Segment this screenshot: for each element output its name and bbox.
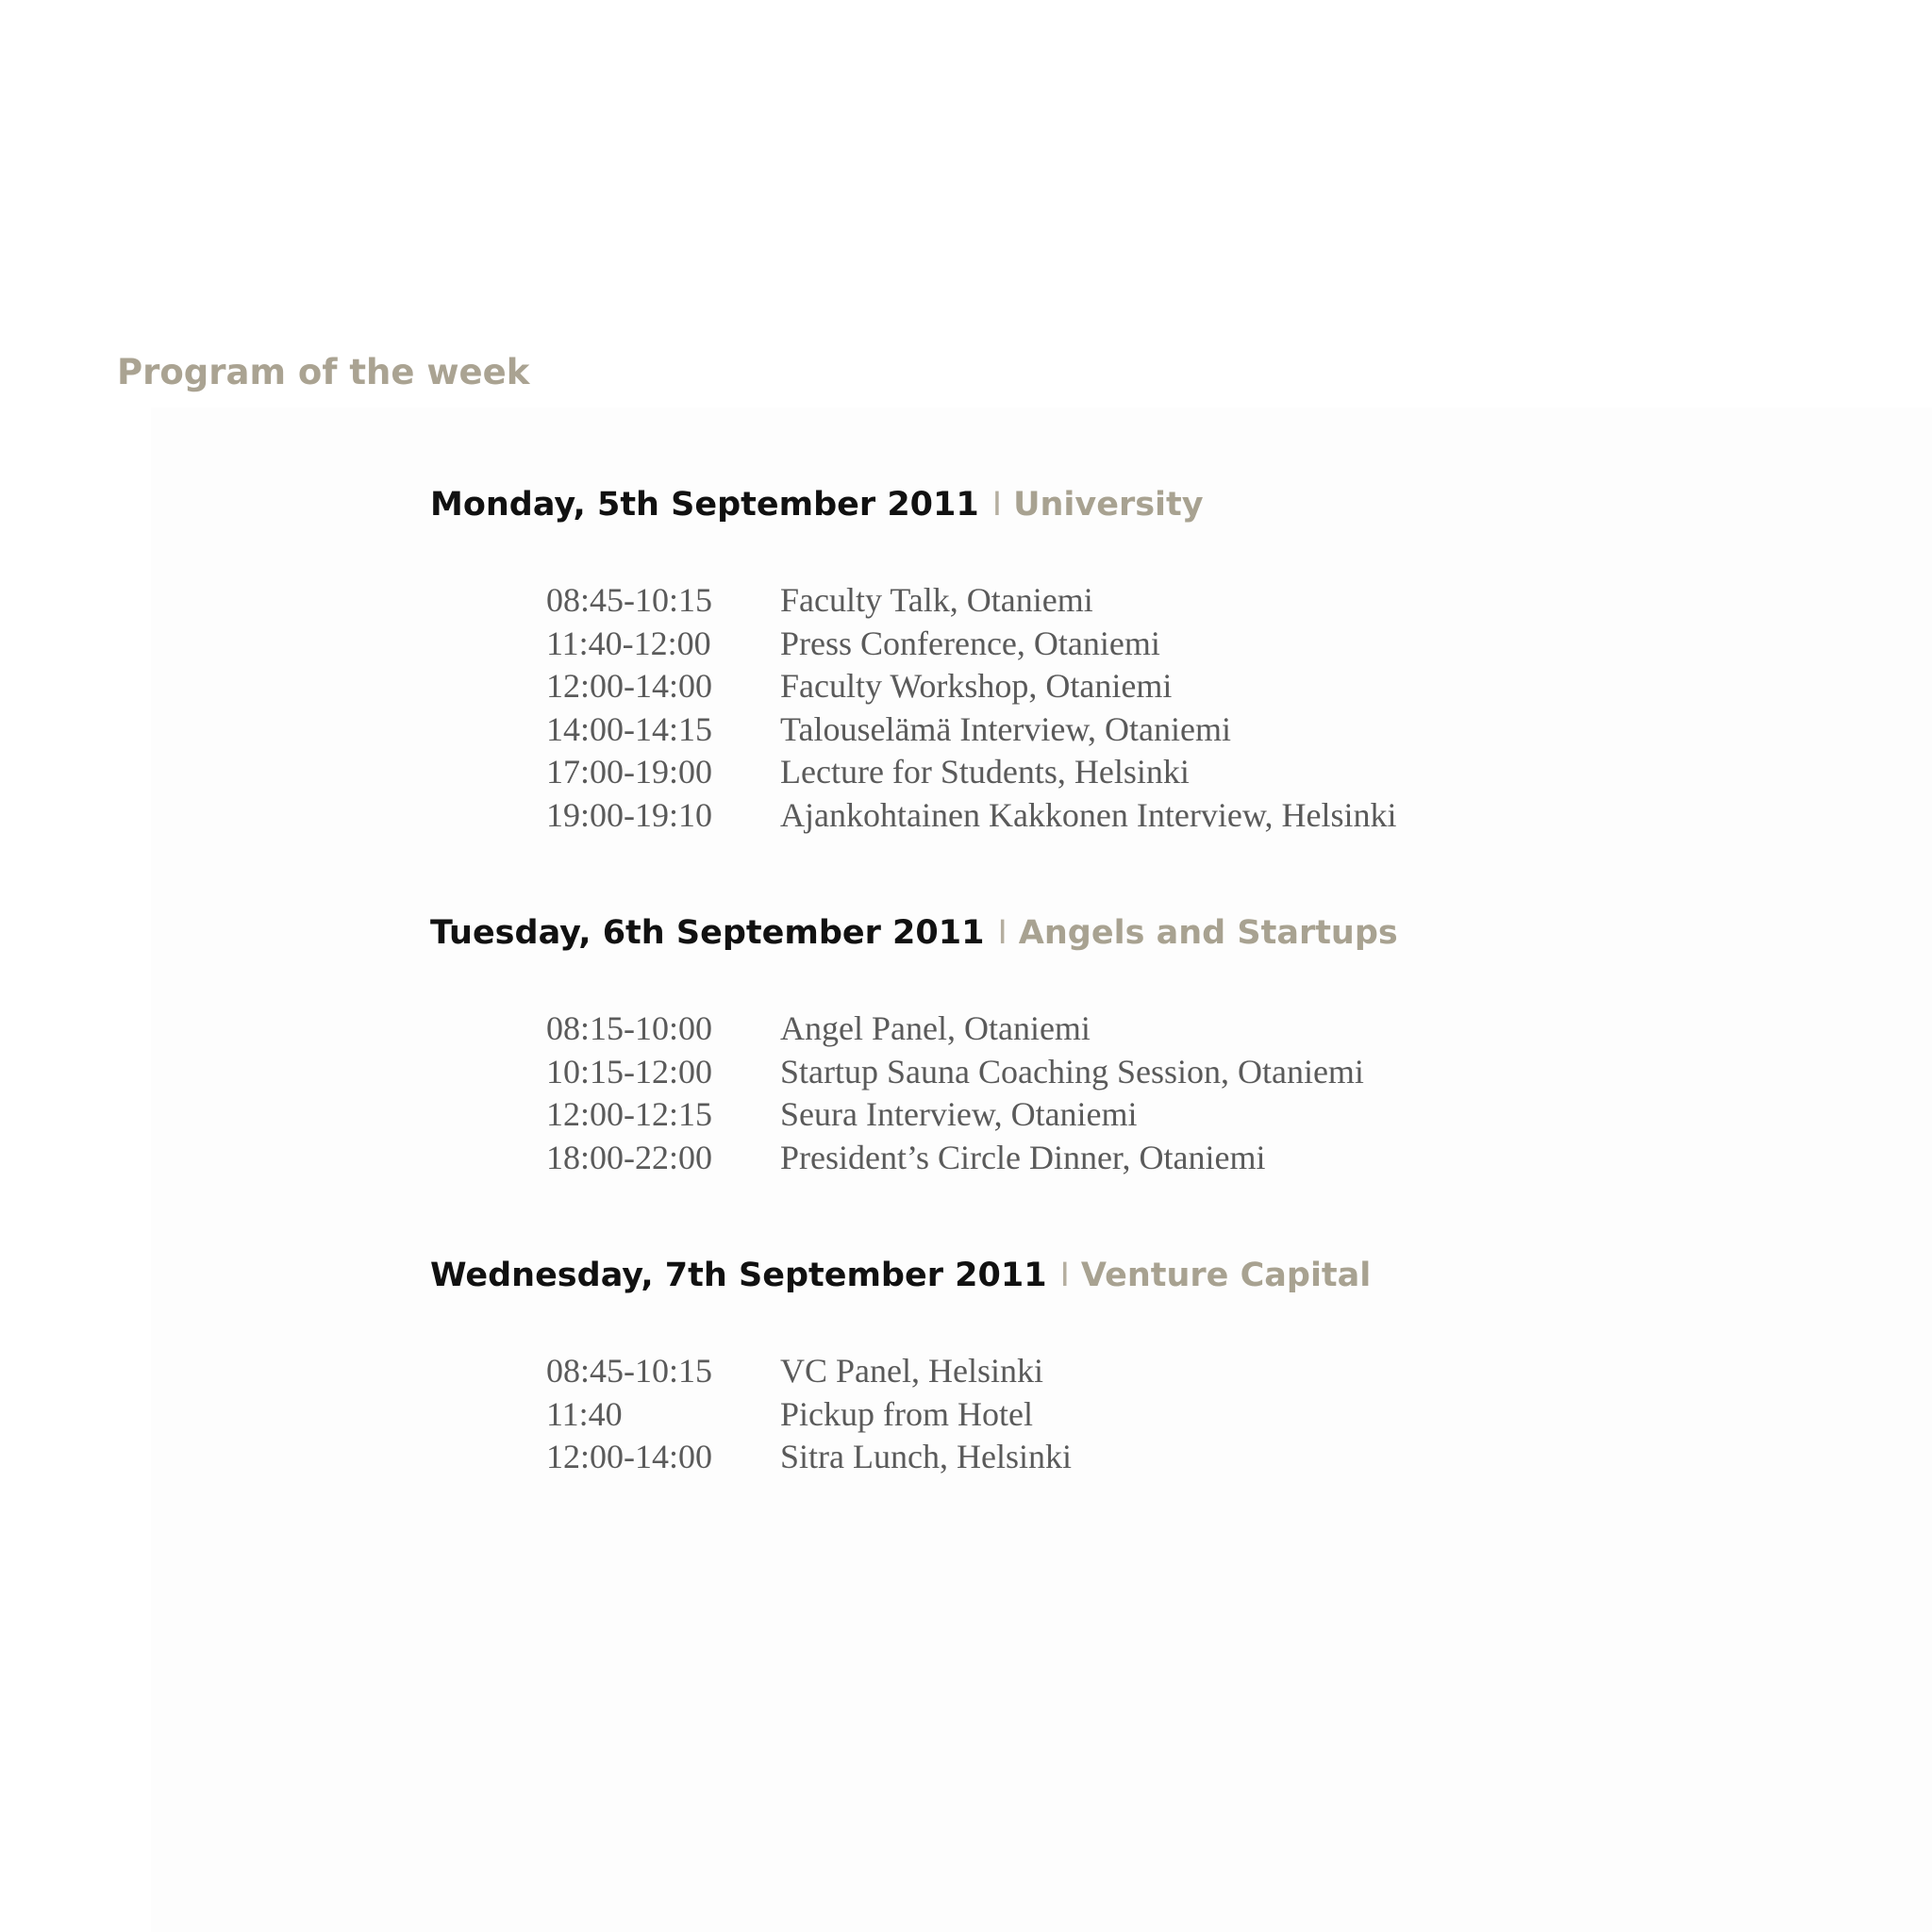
event-time: 11:40-12:00 bbox=[546, 624, 711, 662]
event-description: VC Panel, Helsinki bbox=[780, 1352, 1043, 1390]
heading-separator: I bbox=[1059, 1257, 1070, 1294]
event-time: 10:15-12:00 bbox=[546, 1052, 712, 1091]
day-section-monday bbox=[430, 481, 1845, 834]
day-theme: University bbox=[1013, 486, 1204, 524]
day-section-tuesday bbox=[430, 909, 1845, 1176]
event-description: Faculty Workshop, Otaniemi bbox=[780, 667, 1173, 705]
day-heading bbox=[430, 481, 1845, 528]
event-description: Startup Sauna Coaching Session, Otaniemi bbox=[780, 1052, 1364, 1091]
heading-separator: I bbox=[997, 914, 1008, 952]
event-time: 08:15-10:00 bbox=[546, 1009, 712, 1047]
event-time: 08:45-10:15 bbox=[546, 1352, 712, 1390]
event-description: Faculty Talk, Otaniemi bbox=[780, 581, 1093, 619]
day-date: Wednesday, 7th September 2011 bbox=[430, 1257, 1047, 1294]
day-section-wednesday bbox=[430, 1252, 1845, 1475]
event-description: Lecture for Students, Helsinki bbox=[780, 753, 1190, 791]
day-theme: Venture Capital bbox=[1080, 1257, 1372, 1294]
event-time: 17:00-19:00 bbox=[546, 753, 712, 791]
day-heading bbox=[430, 909, 1845, 957]
day-heading bbox=[430, 1252, 1845, 1299]
event-time: 12:00-14:00 bbox=[546, 1438, 712, 1475]
day-date: Monday, 5th September 2011 bbox=[430, 486, 979, 524]
event-description: Press Conference, Otaniemi bbox=[780, 624, 1160, 662]
event-description: Seura Interview, Otaniemi bbox=[780, 1095, 1138, 1133]
day-date: Tuesday, 6th September 2011 bbox=[430, 914, 985, 952]
heading-separator: I bbox=[991, 486, 1003, 524]
event-time: 12:00-14:00 bbox=[546, 667, 712, 705]
event-time: 19:00-19:10 bbox=[546, 795, 712, 834]
page-title: Program of the week bbox=[117, 352, 530, 392]
event-description: Angel Panel, Otaniemi bbox=[780, 1009, 1091, 1047]
event-time: 08:45-10:15 bbox=[546, 581, 712, 619]
event-description: President’s Circle Dinner, Otaniemi bbox=[780, 1138, 1266, 1176]
event-time: 11:40 bbox=[546, 1394, 623, 1433]
event-description: Talouselämä Interview, Otaniemi bbox=[780, 709, 1231, 748]
day-theme: Angels and Startups bbox=[1018, 914, 1398, 952]
event-description: Sitra Lunch, Helsinki bbox=[780, 1438, 1072, 1475]
event-time: 14:00-14:15 bbox=[546, 709, 712, 748]
event-time: 18:00-22:00 bbox=[546, 1138, 712, 1176]
event-time: 12:00-12:15 bbox=[546, 1095, 712, 1133]
event-description: Pickup from Hotel bbox=[780, 1394, 1033, 1433]
event-description: Ajankohtainen Kakkonen Interview, Helsinki bbox=[780, 795, 1397, 834]
